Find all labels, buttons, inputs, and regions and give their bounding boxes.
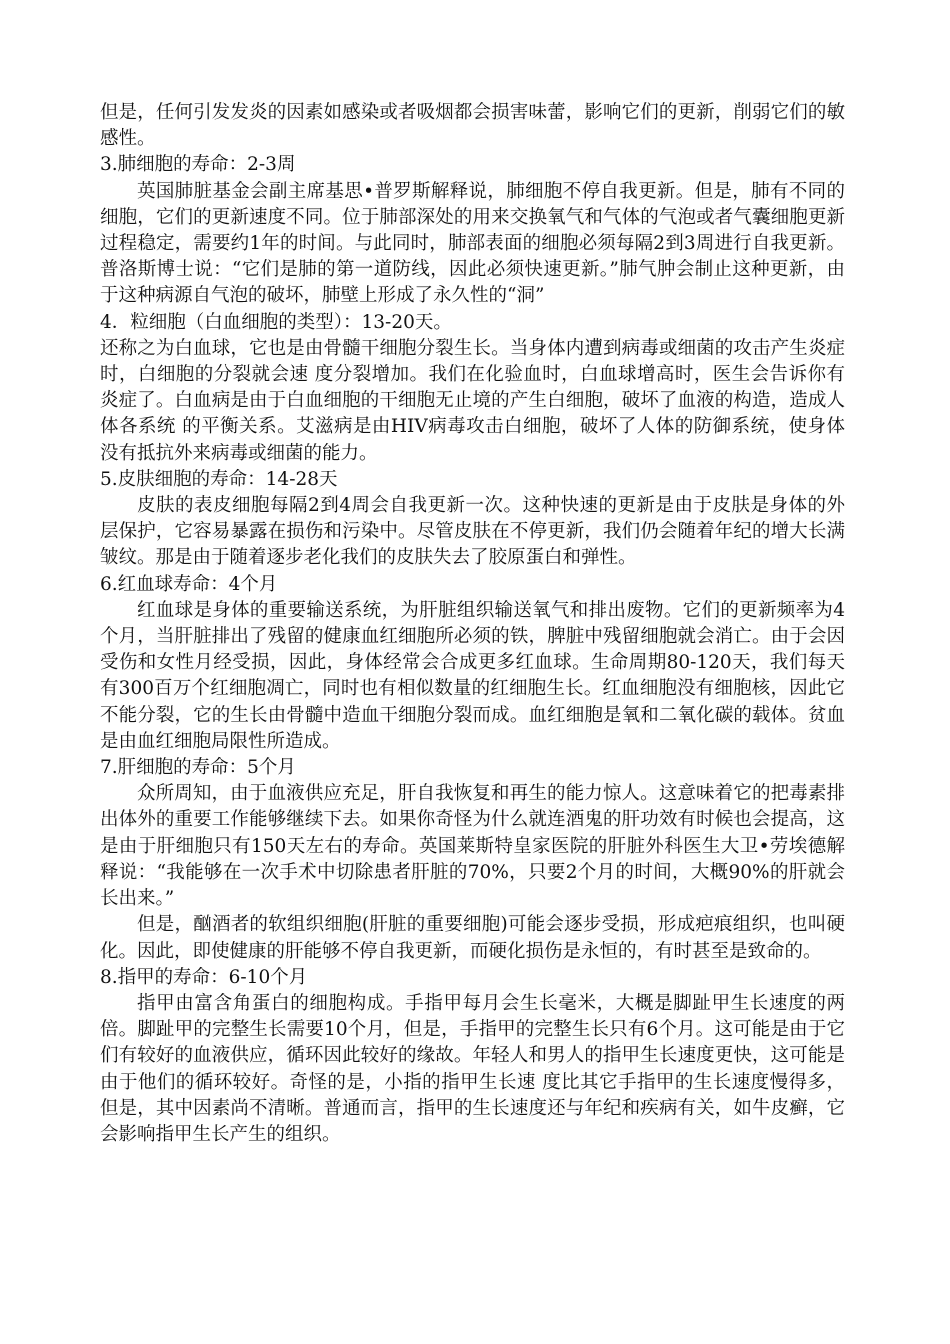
section-paragraph: 还称之为白血球，它也是由骨髓干细胞分裂生长。当身体内遭到病毒或细菌的攻击产生炎症时，白细胞的分裂就会速 度分裂增加。我们在化验血时，白血球增高时，医生会告诉你有炎症了。白血病是由于白血细胞的干细胞无止境的产生白细胞，破坏了血液的构造，造成人体各系统 的平衡关系。艾滋病是由HIV病毒攻击白细胞，破坏了人体的防御系统，使身体没有抵抗外来病毒或细菌的能力。	[100, 337, 845, 464]
section-lung	[100, 152, 845, 309]
section-heading: 7.肝细胞的寿命：5个月	[100, 757, 296, 779]
section-heading: 8.指甲的寿命：6-10个月	[100, 966, 308, 988]
section-liver	[100, 755, 845, 965]
section-paragraph: 皮肤的表皮细胞每隔2到4周会自我更新一次。这种快速的更新是由于皮肤是身体的外层保护，它容易暴露在损伤和污染中。尽管皮肤在不停更新，我们仍会随着年纪的增大长满皱纹。那是由于随着逐步老化我们的皮肤失去了胶原蛋白和弹性。	[100, 495, 845, 569]
section-paragraph: 英国肺脏基金会副主席基思•普罗斯解释说，肺细胞不停自我更新。但是，肺有不同的细胞，它们的更新速度不同。位于肺部深处的用来交换氧气和气体的气泡或者气囊细胞更新过程稳定，需要约1年的时间。与此同时，肺部表面的细胞必须每隔2到3周进行自我更新。普洛斯博士说：“它们是肺的第一道防线，因此必须快速更新。”肺气肿会制止这种更新，由于这种病源自气泡的破坏，肺壁上形成了永久性的“洞”	[100, 180, 845, 307]
document-page	[100, 100, 845, 1148]
section-heading: 3.肺细胞的寿命：2-3周	[100, 154, 296, 176]
section-paragraph: 但是，酗酒者的软组织细胞(肝脏的重要细胞)可能会逐步受损，形成疤痕组织，也叫硬化。因此，即使健康的肝能够不停自我更新，而硬化损伤是永恒的，有时甚至是致命的。	[100, 914, 845, 962]
section-skin	[100, 467, 845, 572]
section-paragraph: 众所周知，由于血液供应充足，肝自我恢复和再生的能力惊人。这意味着它的把毒素排出体外的重要工作能够继续下去。如果你奇怪为什么就连酒鬼的肝功效有时候也会提高，这是由于肝细胞只有150天左右的寿命。英国莱斯特皇家医院的肝脏外科医生大卫•劳埃德解释说：“我能够在一次手术中切除患者肝脏的70%，只要2个月的时间，大概90%的肝就会长出来。”	[100, 783, 845, 910]
section-paragraph: 红血球是身体的重要输送系统，为肝脏组织输送氧气和排出废物。它们的更新频率为4个月，当肝脏排出了残留的健康血红细胞所必须的铁，脾脏中残留细胞就会消亡。由于会因受伤和女性月经受损，因此，身体经常会合成更多红血球。生命周期80-120天，我们每天有300百万个红细胞凋亡，同时也有相似数量的红细胞生长。红血细胞没有细胞核，因此它不能分裂，它的生长由骨髓中造血干细胞分裂而成。血红细胞是氧和二氧化碳的载体。贫血是由血红细胞局限性所造成。	[100, 599, 845, 752]
intro-paragraph: 但是，任何引发发炎的因素如感染或者吸烟都会损害味蕾，影响它们的更新，削弱它们的敏感性。	[100, 102, 845, 150]
section-granulocyte	[100, 310, 845, 467]
section-heading: 4．粒细胞（白血细胞的类型）：13-20天。	[100, 311, 452, 333]
section-paragraph: 指甲由富含角蛋白的细胞构成。手指甲每月会生长毫米，大概是脚趾甲生长速度的两倍。脚趾甲的完整生长需要10个月，但是，手指甲的完整生长只有6个月。这可能是由于它们有较好的血液供应，循环因此较好的缘故。年轻人和男人的指甲生长速度更快，这可能是由于他们的循环较好。奇怪的是，小指的指甲生长速 度比其它手指甲的生长速度慢得多，但是，其中因素尚不清晰。普通而言，指甲的生长速度还与年纪和疾病有关，如牛皮癣，它会影响指甲生长产生的组织。	[100, 992, 845, 1145]
section-heading: 5.皮肤细胞的寿命：14-28天	[100, 468, 338, 490]
section-nail	[100, 965, 845, 1148]
section-heading: 6.红血球寿命：4个月	[100, 573, 278, 595]
section-red-blood-cell	[100, 572, 845, 755]
